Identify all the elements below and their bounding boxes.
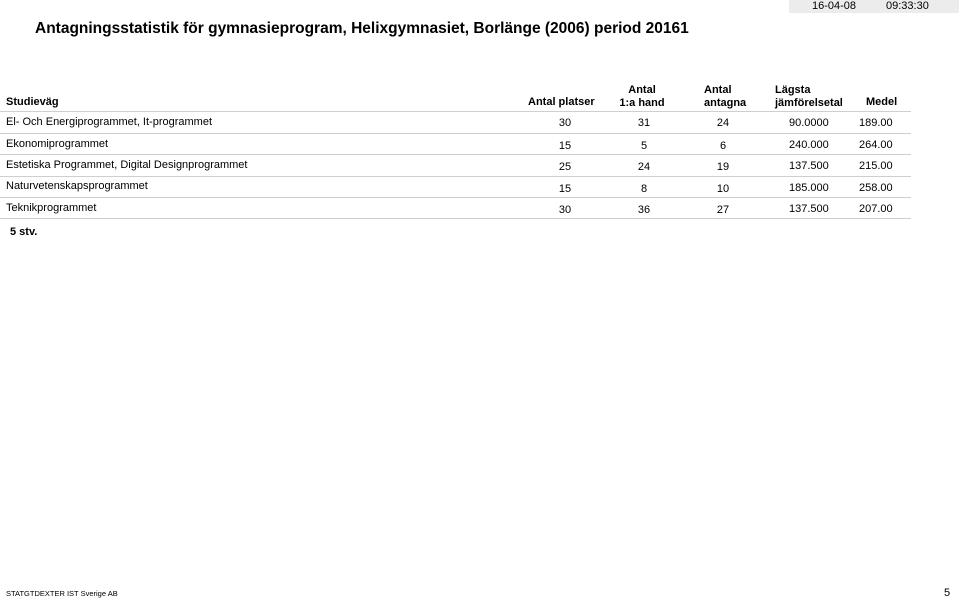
lagsta-jamforelsetal: 185.000 <box>789 182 829 194</box>
row-divider <box>0 176 911 177</box>
col-lagsta-line2: jämförelsetal <box>775 97 843 109</box>
footer-source: STATGTDEXTER IST Sverige AB <box>6 589 118 598</box>
lagsta-jamforelsetal: 137.500 <box>789 160 829 172</box>
header-divider <box>0 111 911 112</box>
medel-value: 258.00 <box>859 182 893 194</box>
row-divider <box>0 133 911 134</box>
antal-platser: 30 <box>558 117 572 129</box>
antal-antagna: 19 <box>716 161 730 173</box>
col-antal-1a-hand-line1: Antal <box>628 84 656 96</box>
col-medel: Medel <box>866 96 898 108</box>
lagsta-jamforelsetal: 240.000 <box>789 139 829 151</box>
program-name: Ekonomiprogrammet <box>6 138 109 150</box>
antal-antagna: 24 <box>716 117 730 129</box>
report-date: 16-04-08 <box>812 0 857 12</box>
antal-forsta-hand: 5 <box>640 140 648 152</box>
program-name: Naturvetenskapsprogrammet <box>6 180 148 192</box>
report-title: Antagningsstatistik för gymnasieprogram, Helixgymnasiet, Borlänge (2006) period 20161 <box>35 20 689 37</box>
antal-platser: 15 <box>558 183 572 195</box>
col-antal-1a-hand-line2: 1:a hand <box>619 97 665 109</box>
antal-platser: 30 <box>558 204 572 216</box>
antal-forsta-hand: 36 <box>637 204 651 216</box>
lagsta-jamforelsetal: 137.500 <box>789 203 829 215</box>
medel-value: 215.00 <box>859 160 893 172</box>
antal-forsta-hand: 24 <box>637 161 651 173</box>
antal-antagna: 6 <box>719 140 727 152</box>
medel-value: 264.00 <box>859 139 893 151</box>
col-antal-antagna-line2: antagna <box>704 97 747 109</box>
antal-antagna: 27 <box>716 204 730 216</box>
col-antal-antagna-line1: Antal <box>704 84 732 96</box>
antal-platser: 25 <box>558 161 572 173</box>
report-time: 09:33:30 <box>886 0 929 12</box>
antal-forsta-hand: 31 <box>637 117 651 129</box>
col-antal-1a-hand <box>612 84 672 110</box>
col-antal-antagna <box>704 84 746 110</box>
col-lagsta <box>775 84 843 110</box>
row-divider <box>0 218 911 219</box>
row-divider <box>0 197 911 198</box>
antal-platser: 15 <box>558 140 572 152</box>
medel-value: 207.00 <box>859 203 893 215</box>
antal-antagna: 10 <box>716 183 730 195</box>
page-number: 5 <box>944 587 951 599</box>
col-studievag: Studieväg <box>6 96 59 108</box>
antal-forsta-hand: 8 <box>640 183 648 195</box>
col-antal-platser: Antal platser <box>528 96 595 108</box>
medel-value: 189.00 <box>859 117 893 129</box>
col-lagsta-line1: Lägsta <box>775 84 811 96</box>
lagsta-jamforelsetal: 90.0000 <box>789 117 829 129</box>
program-name: Estetiska Programmet, Digital Designprogrammet <box>6 159 248 171</box>
program-name: Teknikprogrammet <box>6 202 97 214</box>
program-name: El- Och Energiprogrammet, It-programmet <box>6 116 213 128</box>
row-divider <box>0 154 911 155</box>
program-count: 5 stv. <box>10 226 38 238</box>
